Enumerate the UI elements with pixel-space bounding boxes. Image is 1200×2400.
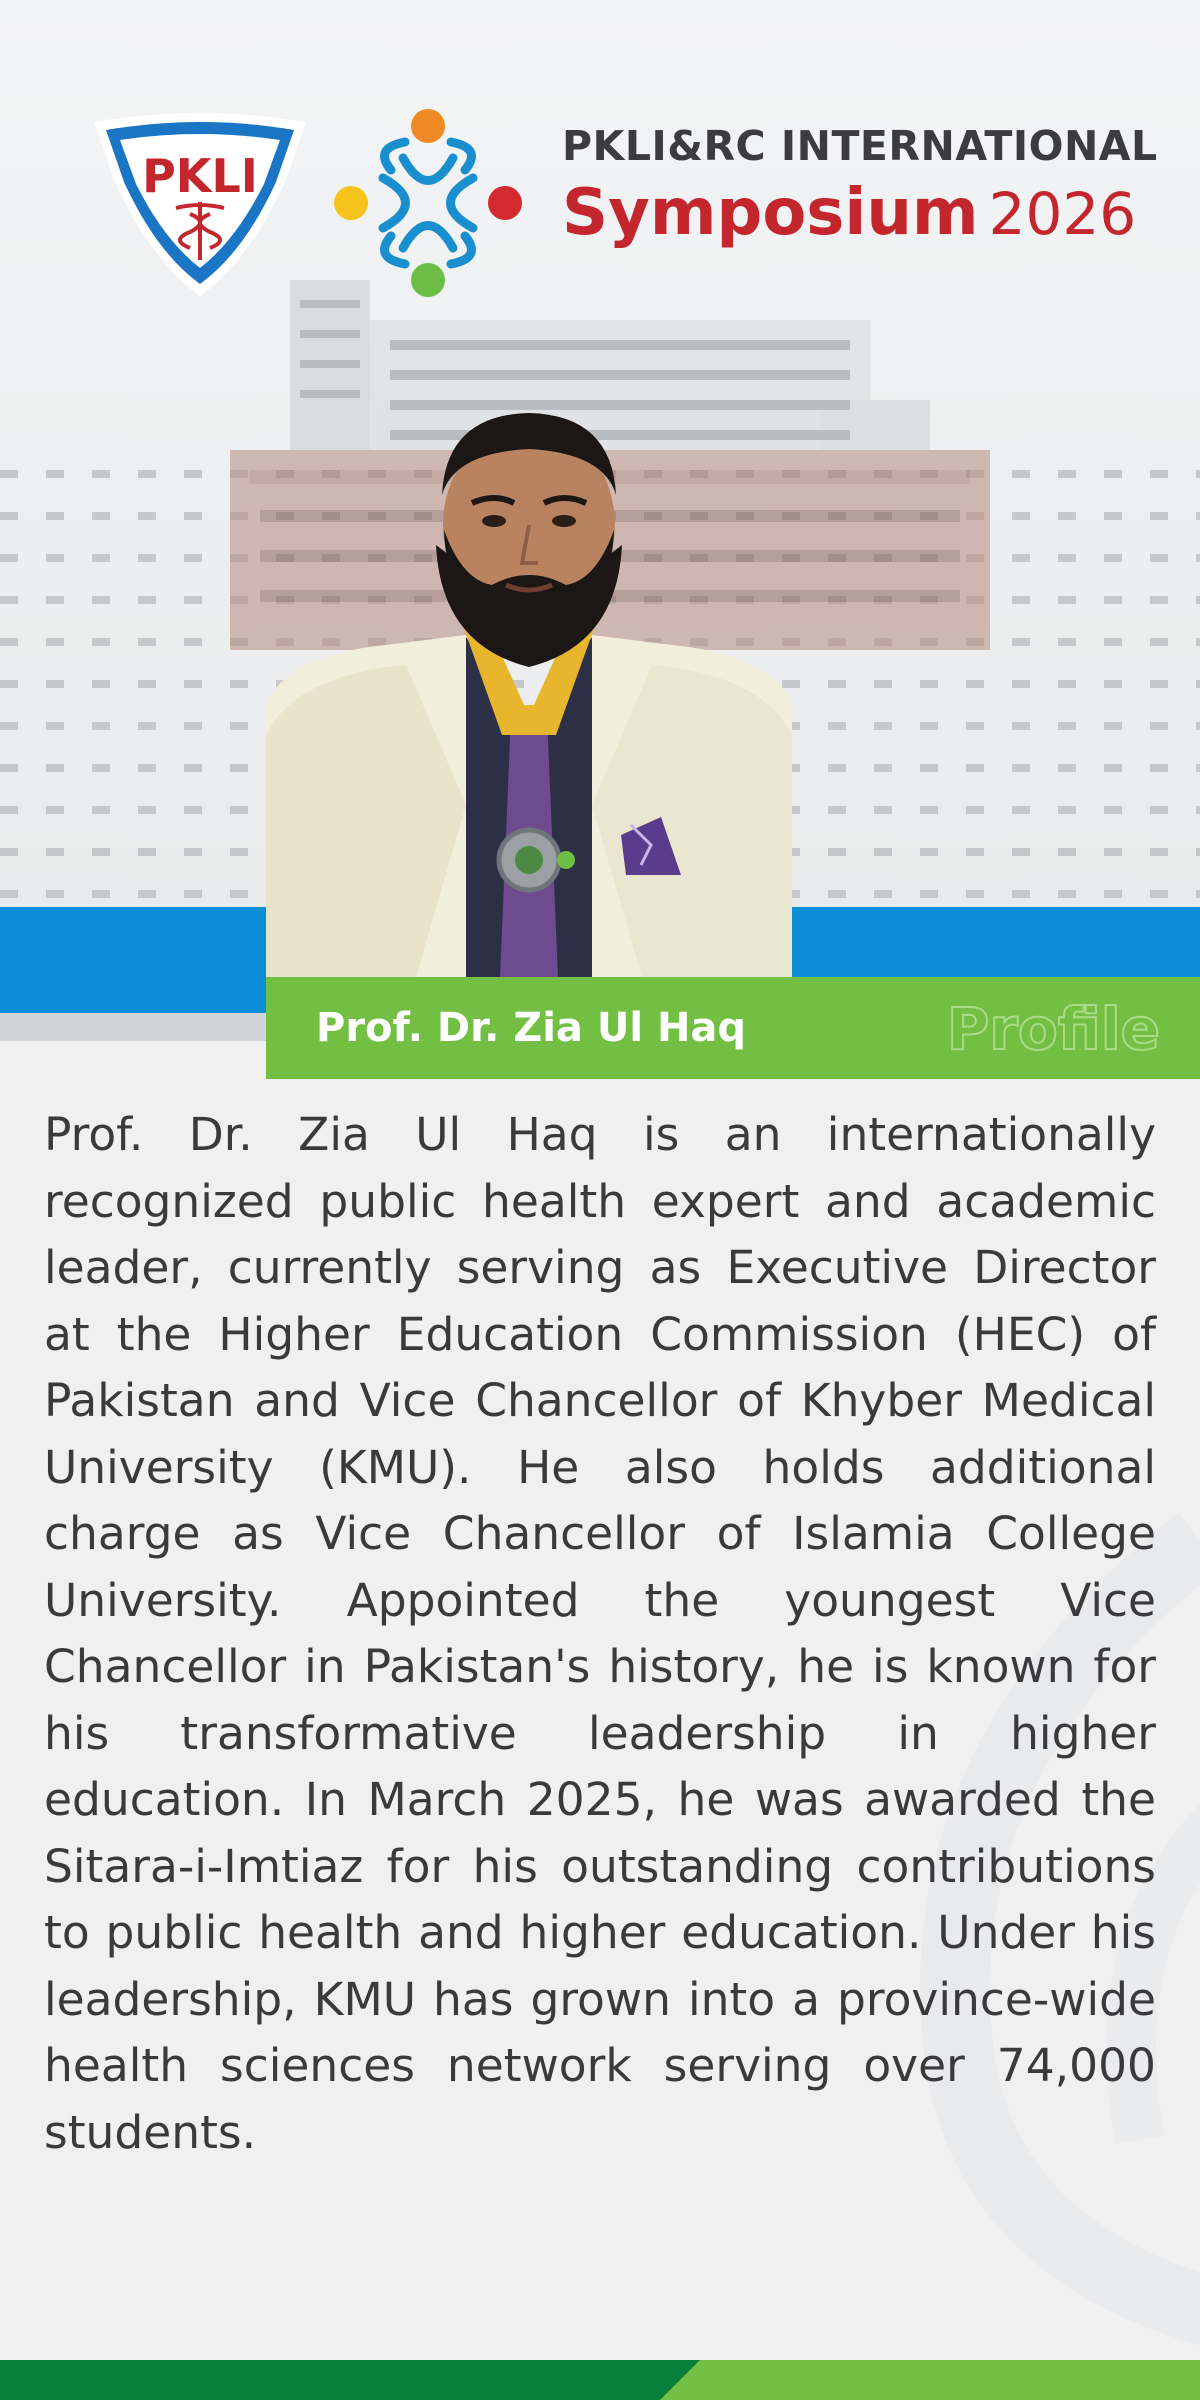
symposium-people-icon	[333, 108, 523, 298]
green-dot	[411, 263, 445, 297]
speaker-name-bar	[266, 977, 1200, 1079]
speaker-portrait	[266, 405, 792, 977]
speaker-name: Prof. Dr. Zia Ul Haq	[316, 1005, 747, 1051]
pkli-logo-text: PKLI	[142, 149, 258, 203]
event-year: 2026	[988, 180, 1137, 248]
event-title-symposium: Symposium	[562, 176, 979, 250]
red-dot	[488, 186, 522, 220]
grey-strip	[0, 1013, 266, 1041]
footer-band-light	[660, 2360, 1200, 2400]
event-title	[562, 122, 1158, 250]
profile-label: Profile	[946, 995, 1160, 1063]
event-title-main	[562, 176, 1137, 250]
pkli-shield-icon	[90, 110, 310, 300]
speaker-bio: Prof. Dr. Zia Ul Haq is an internationally recognized public health expert and academic leader, currently serving as Executive Director at the Higher Education Commission (HEC) of Pakistan and Vice Chancellor of Khyber Medical University (KMU). He also holds additional charge as Vice Chancellor of Islamia College University. Appointed the youngest Vice Chancellor in Pakistan's history, he is known for his transformative leadership in higher education. In March 2025, he was awarded the Sitara-i-Imtiaz for his outstanding contributions to public health and higher education. Under his leadership, KMU has grown into a province-wide health sciences network serving over 74,000 students.	[44, 1108, 1156, 2159]
blue-stripe-left	[0, 907, 266, 1013]
blue-stripe-right	[792, 907, 1200, 977]
event-title-top: PKLI&RC INTERNATIONAL	[562, 122, 1158, 170]
yellow-dot	[334, 186, 368, 220]
orange-dot	[411, 109, 445, 143]
